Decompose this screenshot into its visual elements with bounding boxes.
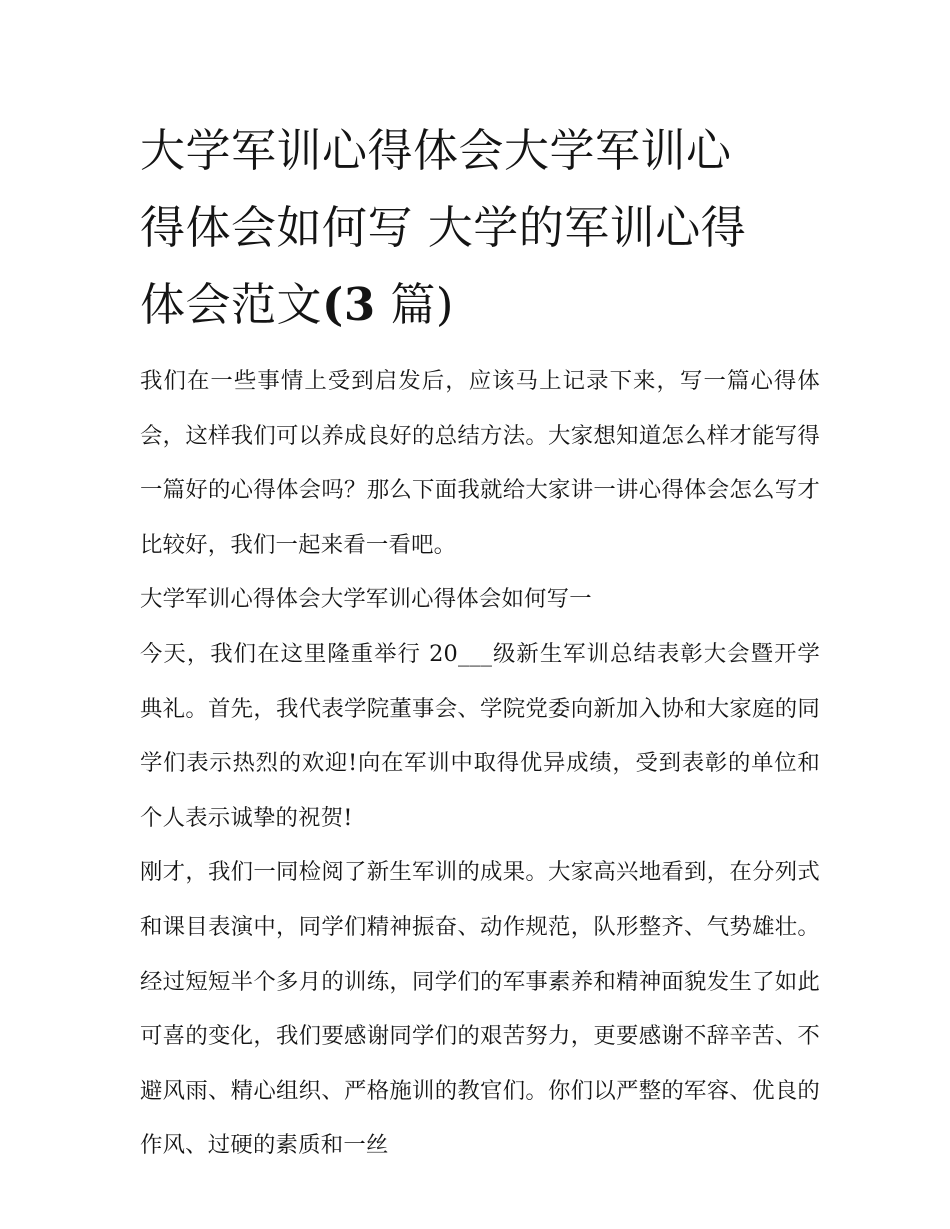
intro-paragraph: 我们在一些事情上受到启发后，应该马上记录下来，写一篇心得体会，这样我们可以养成良好的总结方法。大家想知道怎么样才能写得一篇好的心得体会吗？那么下面我就给大家讲一讲心得体会怎么写才比较好，我们一起来看一看吧。 — [140, 368, 820, 558]
section-heading: 大学军训心得体会大学军训心得体会如何写一 — [140, 586, 592, 613]
body-paragraph-1: 今天，我们在这里隆重举行 20___级新生军训总结表彰大会暨开学典礼。首先，我代表学院董事会、学院党委向新加入协和大家庭的同学们表示热烈的欢迎!向在军训中取得优异成绩，受到表彰的单位和个人表示诚挚的祝贺! — [140, 640, 820, 831]
title-line-2: 得体会如何写 大学的军训心得 — [140, 201, 747, 254]
body-paragraph-2: 刚才，我们一同检阅了新生军训的成果。大家高兴地看到，在分列式和课目表演中，同学们精神振奋、动作规范，队形整齐、气势雄壮。经过短短半个多月的训练，同学们的军事素养和精神面貌发生了如此可喜的变化，我们要感谢同学们的艰苦努力，更要感谢不辞辛苦、不避风雨、精心组织、严格施训的教官们。你们以严整的军容、优良的作风、过硬的素质和一丝 — [140, 859, 820, 1159]
title-suffix-number: 3 — [343, 278, 376, 331]
title-line-3: 体会范文 — [140, 278, 323, 331]
document-body — [140, 354, 820, 1173]
title-line-1: 大学军训心得体会大学军训心 — [140, 124, 732, 177]
document-title — [140, 112, 820, 343]
title-suffix-open: ( — [322, 278, 344, 331]
title-suffix-close: 篇) — [375, 278, 454, 331]
